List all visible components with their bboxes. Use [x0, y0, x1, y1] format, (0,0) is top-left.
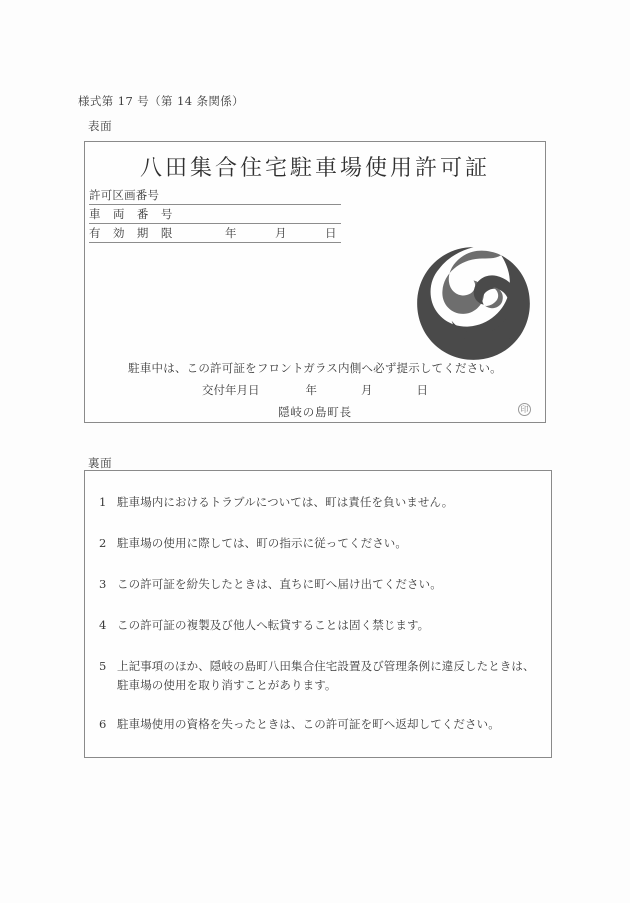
list-item	[99, 715, 537, 734]
issue-day-unit: 日	[416, 383, 428, 397]
list-item	[99, 534, 537, 553]
rule-number: 6	[99, 717, 107, 731]
okinoshima-town-emblem-icon	[416, 246, 531, 361]
front-notice-text: 駐車中は、この許可証をフロントガラス内側へ必ず提示してください。	[128, 361, 502, 375]
field-label-vehicle-number: 車 両 番 号	[89, 207, 177, 221]
permit-front-card	[84, 141, 546, 423]
rule-number: 1	[99, 495, 107, 509]
form-number: 様式第 17 号（第 14 条関係）	[78, 94, 245, 108]
rule-text: 上記事項のほか、隠岐の島町八田集合住宅設置及び管理条例に違反したときは、駐車場の使用を取り消すことがあります。	[117, 659, 535, 692]
issue-date-line	[85, 382, 545, 398]
rule-number: 4	[99, 618, 107, 632]
rule-number: 5	[99, 659, 107, 673]
field-label-section-number: 許可区画番号	[89, 188, 160, 202]
field-label-validity: 有 効 期 限	[89, 226, 177, 240]
permit-field-validity	[89, 225, 341, 243]
list-item	[99, 616, 537, 635]
back-rules-list	[99, 493, 537, 756]
list-item	[99, 493, 537, 512]
rule-text: 駐車場内におけるトラブルについては、町は責任を負いません。	[117, 495, 454, 509]
rule-text: 駐車場の使用に際しては、町の指示に従ってください。	[117, 536, 407, 550]
validity-year-unit: 年	[225, 226, 237, 240]
issue-month-unit: 月	[361, 383, 373, 397]
certificate-title: 八田集合住宅駐車場使用許可証	[139, 156, 490, 181]
permit-field-vehicle-number	[89, 206, 341, 224]
validity-day-unit: 日	[325, 226, 337, 240]
issuer-name: 隠岐の島町長	[278, 405, 352, 419]
rule-number: 3	[99, 577, 107, 591]
permit-field-list	[89, 187, 341, 244]
rule-number: 2	[99, 536, 107, 550]
permit-back-card	[84, 470, 552, 758]
issue-year-unit: 年	[305, 383, 317, 397]
back-side-label: 裏面	[88, 456, 113, 470]
validity-month-unit: 月	[275, 226, 287, 240]
issue-date-label: 交付年月日	[202, 383, 260, 397]
list-item	[99, 575, 537, 594]
front-side-label: 表面	[88, 119, 113, 133]
permit-field-section-number	[89, 187, 341, 205]
rule-text: この許可証を紛失したときは、直ちに町へ届け出てください。	[117, 577, 442, 591]
seal-mark-icon: 印	[518, 403, 531, 416]
rule-text: 駐車場使用の資格を失ったときは、この許可証を町へ返却してください。	[117, 717, 500, 731]
list-item	[99, 657, 537, 695]
rule-text: この許可証の複製及び他人へ転貸することは固く禁じます。	[117, 618, 430, 632]
